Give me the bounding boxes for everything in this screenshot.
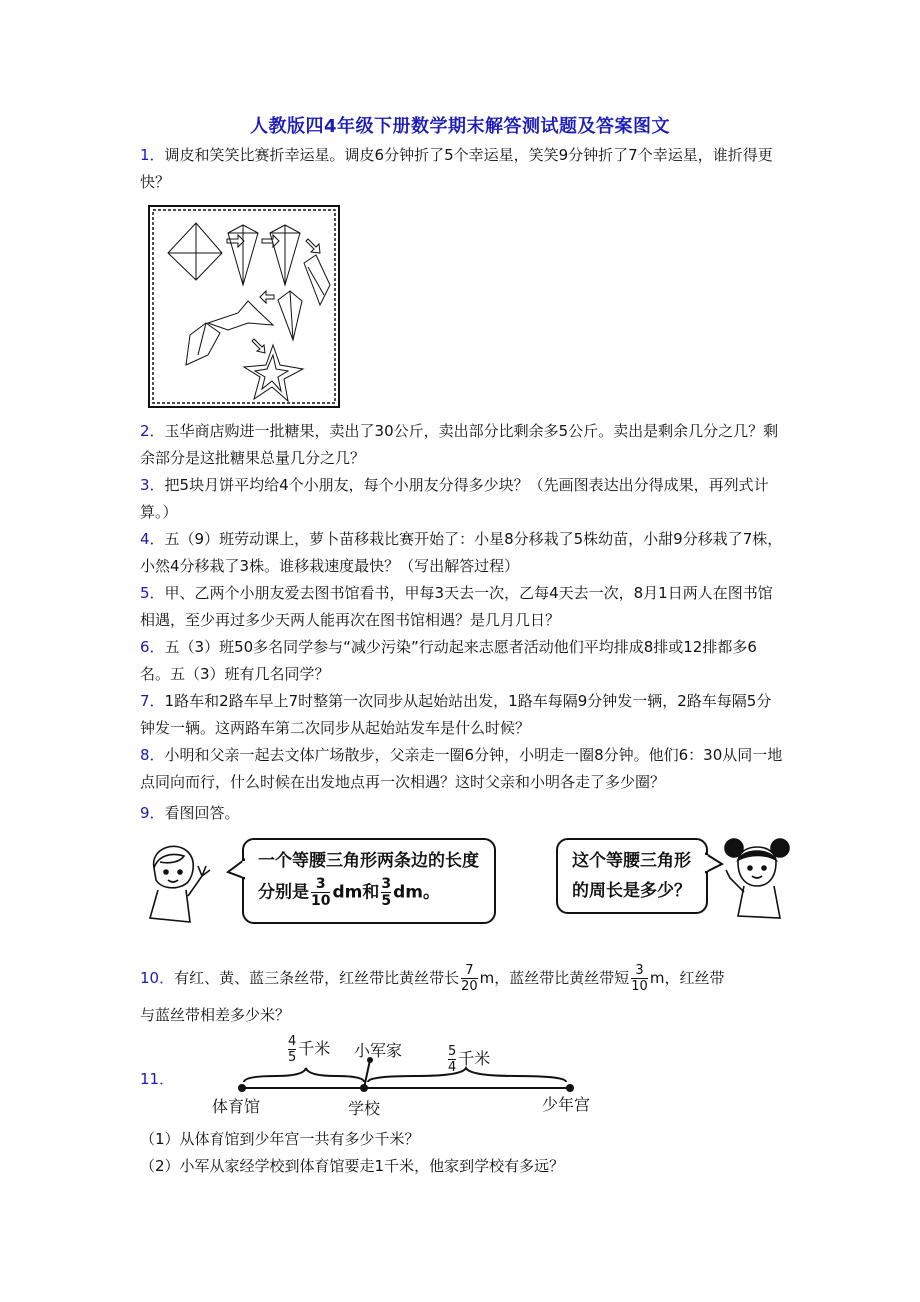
fraction-denominator: 20 (461, 979, 478, 994)
fraction-numerator: 5 (448, 1044, 457, 1059)
bubble-right-line2: 的周长是多少？ (572, 881, 691, 901)
question-3 (140, 472, 785, 526)
bubble-left-unit: dm和 (332, 882, 380, 903)
question-text: 五（3）班50多名同学参与“减少污染”行动起来志愿者活动他们平均排成8排或12排都多6名。五（3）班有几名同学？ (140, 638, 757, 683)
question-number: 2． (140, 422, 165, 440)
distance-unit: 千米 (298, 1039, 331, 1058)
question-text: 小明和父亲一起去文体广场散步，父亲走一圈6分钟，小明走一圈8分钟。他们6：30从同一地点同向而行，什么时候在出发地点再一次相遇？这时父亲和小明各走了多少圈？ (140, 746, 783, 791)
question-number: 4． (140, 530, 165, 548)
question-text: 玉华商店购进一批糖果，卖出了30公斤，卖出部分比剩余多5公斤。卖出是剩余几分之几？剩余部分是这批糖果总量几分之几？ (140, 422, 779, 467)
question-text: 1路车和2路车早上7时整第一次同步从起始站出发，1路车每隔9分钟发一辆，2路车每隔5分钟发一辆。这两路车第二次同步从起始站发车是什么时候？ (140, 692, 772, 737)
question-text-part1: 有红、黄、蓝三条丝带，红丝带比黄丝带长 (174, 969, 460, 987)
bubble-left-line2 (258, 876, 480, 909)
question-8 (140, 742, 785, 796)
bubble-left-tail (226, 858, 246, 882)
gym-point (238, 1084, 246, 1092)
question-text: 五（9）班劳动课上，萝卜苗移栽比赛开始了：小星8分移栽了5株幼苗，小甜9分移栽了7株，小然4分移栽了3株。谁移栽速度最快？（写出解答过程） (140, 530, 783, 575)
question-number: 5． (140, 584, 165, 602)
speech-bubble-left (242, 838, 496, 924)
fraction-numerator: 3 (315, 876, 326, 892)
fraction-three-tenths (631, 963, 648, 994)
fraction-four-fifths (288, 1034, 296, 1065)
question-6 (140, 634, 785, 688)
fraction-denominator: 5 (288, 1050, 297, 1065)
question-7 (140, 688, 785, 742)
school-label: 学校 (348, 1099, 381, 1118)
girl-illustration (716, 832, 796, 922)
question-11-sub2: （2）小军从家经学校到体育馆要走1千米，他家到学校有多远？ (140, 1157, 565, 1175)
fraction-denominator: 4 (448, 1060, 457, 1075)
palace-point (566, 1084, 574, 1092)
fraction-three-fifths (381, 876, 391, 909)
question-number: 11． (140, 1070, 175, 1088)
question-text: 甲、乙两个小朋友爱去图书馆看书，甲每3天去一次，乙每4天去一次，8月1日两人在图书馆相遇，至少再过多少天两人能再次在图书馆相遇？是几月几日？ (140, 584, 773, 629)
question-number: 9． (140, 804, 165, 822)
question-11 (140, 1066, 180, 1093)
fraction-denominator: 10 (631, 979, 648, 994)
page-title: 人教版四4年级下册数学期末解答测试题及答案图文 (249, 116, 671, 137)
question-1 (140, 142, 785, 196)
speech-bubble-right (556, 838, 708, 914)
question-4 (140, 526, 785, 580)
distance-label-2 (446, 1044, 490, 1075)
fraction-numerator: 7 (465, 963, 474, 978)
fraction-three-tenths (311, 876, 330, 909)
question-number: 6． (140, 638, 165, 656)
question-number: 10． (140, 969, 175, 987)
question-text-part2: m，蓝丝带比黄丝带短 (479, 969, 630, 987)
question-number: 7． (140, 692, 165, 710)
question-9 (140, 800, 785, 827)
gym-label: 体育馆 (212, 1097, 261, 1116)
boy-illustration (140, 838, 220, 928)
question-10 (140, 958, 785, 998)
palace-label: 少年宫 (542, 1095, 591, 1114)
fraction-five-fourths (448, 1044, 456, 1075)
fraction-denominator: 5 (381, 893, 392, 909)
question-number: 1． (140, 146, 165, 164)
bubble-left-unit-end: dm。 (393, 882, 441, 903)
star-folding-figure (148, 205, 340, 408)
school-point (360, 1084, 368, 1092)
home-label: 小军家 (354, 1041, 403, 1060)
fraction-denominator: 10 (311, 893, 331, 909)
question-number: 3． (140, 476, 165, 494)
question-text: 把5块月饼平均给4个小朋友，每个小朋友分得多少块？（先画图表达出分得成果，再列式计算。） (140, 476, 769, 521)
distance-label-1 (286, 1034, 330, 1065)
bubble-right-line1: 这个等腰三角形 (572, 851, 691, 871)
question-2 (140, 418, 785, 472)
bubble-left-prefix: 分别是 (258, 882, 309, 903)
fraction-numerator: 3 (635, 963, 644, 978)
fraction-seven-twentieths (461, 963, 478, 994)
question-text: 看图回答。 (164, 804, 240, 822)
bubble-left-line1: 一个等腰三角形两条边的长度 (258, 851, 479, 871)
question-11-sub1: （1）从体育馆到少年宫一共有多少千米？ (140, 1130, 420, 1148)
fraction-numerator: 3 (381, 876, 392, 892)
question-text: 调皮和笑笑比赛折幸运星。调皮6分钟折了5个幸运星，笑笑9分钟折了7个幸运星，谁折得更快？ (140, 146, 773, 191)
distance-unit: 千米 (458, 1049, 491, 1068)
question-text-part3: m，红丝带 (649, 969, 725, 987)
question-5 (140, 580, 785, 634)
fraction-numerator: 4 (288, 1034, 297, 1049)
question-number: 8． (140, 746, 165, 764)
question-10-line2: 与蓝丝带相差多少米？ (140, 1006, 291, 1024)
